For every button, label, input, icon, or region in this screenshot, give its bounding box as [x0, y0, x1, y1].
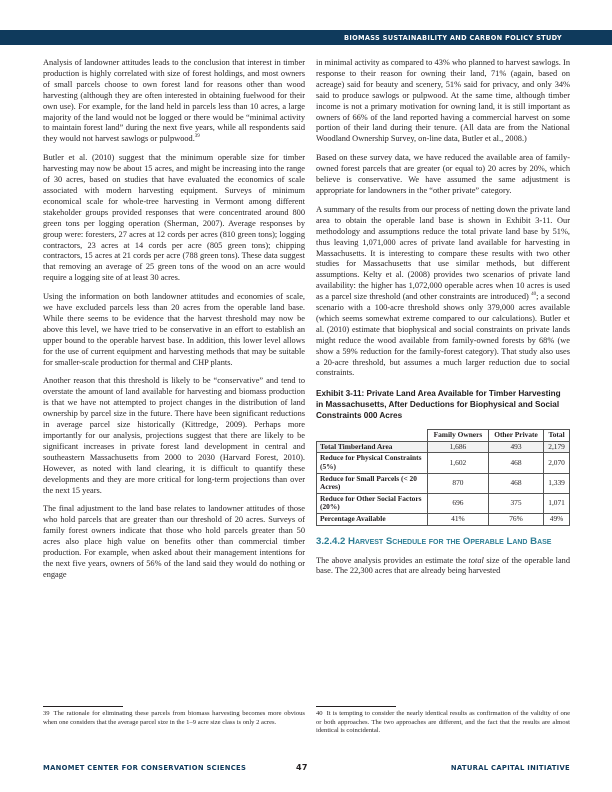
- cell-total: 1,339: [544, 473, 570, 493]
- paragraph: [316, 556, 570, 578]
- footnote-text: The rationale for eliminating these parcels from biomass harvesting becomes more obvious when one considers that the average parcel size in the 1–9 acre size class is only 2 acres.: [43, 710, 305, 726]
- footnote-rule-left: [43, 706, 123, 707]
- right-column: [316, 58, 570, 577]
- table-header-blank: [317, 430, 428, 442]
- cell-family: 1,602: [428, 453, 489, 473]
- row-label: Percentage Available: [317, 513, 428, 525]
- table-header-cell: Other Private: [488, 430, 543, 442]
- table-header-row: [317, 430, 570, 442]
- paragraph: Using the information on both landowner attitudes and economies of scale, we have excluded parcels less than 20 acres from the operable land base. While there seems to be evidence that the harvest threshold may now be above this level, we have tried to be conservative in an effort to establish an upper bound to the operable harvest base. In addition, this lower level allows for the use of current equipment and harvesting methods that may be suitable for smaller-scale production for thermal and CHP plants.: [43, 292, 305, 367]
- left-column: [43, 58, 305, 581]
- footer-left: MANOMET CENTER FOR CONSERVATION SCIENCES: [43, 764, 247, 772]
- section-heading: [316, 536, 570, 548]
- cell-total: 49%: [544, 513, 570, 525]
- table-row: [317, 513, 570, 525]
- row-label: Reduce for Small Parcels (< 20 Acres): [317, 473, 428, 493]
- paragraph: Butler et al. (2010) suggest that the minimum operable size for timber harvesting may now be about 15 acres, and might be increasing into the range of 30 acres, based on studies that have evaluated the economics of scale associated with modern harvesting equipment. Surveys of minimum economical scale for whole-tree harvesting in Vermont among different stakeholder groups provided responses that were concentrated around 800 green tons per logging operation (Sherman, 2007). Average responses by group were: foresters, 27 acres at 12 cords per acres (810 green tons); logging contractors, 23 acres at 14 cords per acre (805 green tons); chipping contractors, 15 acres at 21 cords per acre (788 green tons). These data suggest that removing an average of 25 green tons of the wood on an acre would require a logging site of at least 30 acres.: [43, 153, 305, 283]
- paragraph-text: A summary of the results from our process of netting down the private land area to obtain the operable land base is shown in Exhibit 3-11. Our methodology and assumptions reduce the total private land base by 51%, thus leaving 1,071,000 acres of private land available for harvesting in Massachusetts. It is interesting to compare these results with two other studies for Massachusetts that use similar methods, but different assumptions. Kelty et al. (2008) provides two scenarios of private land availability: the higher has 1,072,000 operable acres when 10 acres is used as a parcel size threshold (and other constraints are introduced): [316, 204, 570, 302]
- cell-other: 468: [488, 453, 543, 473]
- row-label: Reduce for Other Social Factors (20%): [317, 493, 428, 513]
- footnote-ref[interactable]: 39: [194, 134, 200, 140]
- paragraph-text: The above analysis provides an estimate the: [316, 555, 469, 565]
- footnote-number: 39: [43, 710, 50, 717]
- footnote-ref[interactable]: 40: [531, 292, 537, 298]
- paragraph: [43, 58, 305, 145]
- paragraph-text: ; a second scenario with a 100-acre threshold shows only 379,000 acres available (which seems somewhat extreme compared to our calculations). Butler et al. (2010) estimate that biophysical and social constraints on private lands might reduce the wood available from family-owned forests by 68% (we show a 59% reduction for the family-forest category). That study also uses a 20-acre threshold, but assumes a much larger reduction due to social constraints.: [316, 292, 570, 378]
- row-label: Total Timberland Area: [317, 441, 428, 453]
- cell-other: 493: [488, 441, 543, 453]
- emphasis-text: total: [468, 555, 484, 565]
- paragraph: in minimal activity as compared to 43% who planned to harvest sawlogs. In response to their reason for owning their land, 71% (again, based on acreage) said for beauty and scenery, 51% said for privacy, and only 34% said to produce sawlogs or pulpwood. At the same time, although timber income is not a primary motivation for owning land, it is still important as owners of 66% of the land reported having a commercial harvest on some portion of their land during their tenure. (All data are from the National Woodland Ownership Survey, on-line data, Butler et al., 2008.): [316, 58, 570, 144]
- paragraph: The final adjustment to the land base relates to landowner attitudes of those who hold parcels that are greater than our threshold of 20 acres. Surveys of family forest owners indicate that those who hold parcels greater than 50 acres also place high value on benefits other than commercial timber production. For example, when asked about their management intentions for the next five years, owners of 56% of the land said they would do nothing or engage: [43, 504, 305, 579]
- cell-family: 41%: [428, 513, 489, 525]
- cell-family: 870: [428, 473, 489, 493]
- cell-total: 1,071: [544, 493, 570, 513]
- table-header-cell: Family Owners: [428, 430, 489, 442]
- paragraph: [316, 205, 570, 380]
- footnote-40: [316, 710, 570, 736]
- cell-other: 468: [488, 473, 543, 493]
- footnote-number: 40: [316, 710, 323, 717]
- page-number: 47: [296, 763, 308, 772]
- section-number: 3.2.4.2: [316, 535, 346, 547]
- exhibit-table: [316, 429, 570, 525]
- running-header: [0, 30, 612, 45]
- cell-total: 2,179: [544, 441, 570, 453]
- table-row: [317, 453, 570, 473]
- exhibit-title: Exhibit 3-11: Private Land Area Available for Timber Harvesting in Massachusetts, After Deductions for Biophysical and Social Constraints 000 Acres: [316, 389, 561, 420]
- paragraph: Another reason that this threshold is likely to be “conservative” and tend to overstate the amount of land available for harvesting and biomass production is that we have not attempted to project changes in the distribution of land ownership by parcel size in the future. There have been significant reductions in average parcel size historically (Kittredge, 2009). Perhaps more importantly for our analysis, projections suggest that there are likely to be significant increases in private forest land development in central and southeastern Massachusetts from 2000 to 2030 (Harvard Forest, 2010). However, as noted with land clearing, it is difficult to quantify these developments and they are more critical for long-term projections than over the next 15 years.: [43, 376, 305, 495]
- paragraph: Based on these survey data, we have reduced the available area of family-owned forest parcels that are greater (or equal to) 20 acres by 20%, which believe is conservative. We have assumed the same adjustment is appropriate for landowners in the “other private” category.: [316, 153, 570, 195]
- table-row: [317, 473, 570, 493]
- footnote-rule-right: [316, 706, 396, 707]
- table-row: [317, 441, 570, 453]
- section-title: Harvest Schedule for the Operable Land Base: [348, 535, 552, 547]
- footnote-39: [43, 710, 305, 727]
- row-label: Reduce for Physical Constraints (5%): [317, 453, 428, 473]
- cell-total: 2,070: [544, 453, 570, 473]
- paragraph-text: size of the operable land base. The 22,300 acres that are already being harvested: [316, 555, 571, 576]
- footnote-text: It is tempting to consider the nearly identical results as confirmation of the validity of one or both approaches. The two approaches are different, and the fact that the results are almost identical is coincidental.: [316, 710, 570, 735]
- footer-right: NATURAL CAPITAL INITIATIVE: [450, 764, 570, 772]
- cell-family: 1,686: [428, 441, 489, 453]
- header-title: BIOMASS SUSTAINABILITY AND CARBON POLICY STUDY: [344, 33, 562, 42]
- table-header-cell: Total: [544, 430, 570, 442]
- cell-other: 375: [488, 493, 543, 513]
- table-row: [317, 493, 570, 513]
- cell-family: 696: [428, 493, 489, 513]
- paragraph-text: Analysis of landowner attitudes leads to the conclusion that interest in timber production is highly correlated with size of forest holdings, and most owners of small parcels choose to own forest land for reasons other than wood harvesting (although they are often interested in obtaining fuelwood for their own use). For example, for the land held in parcels less than 10 acres, a large majority of the land would not be logged or there would be “minimal activity to maintain forest land” during the next five years, while all respondents said they would not harvest sawlogs or pulpwood.: [43, 58, 305, 144]
- cell-other: 76%: [488, 513, 543, 525]
